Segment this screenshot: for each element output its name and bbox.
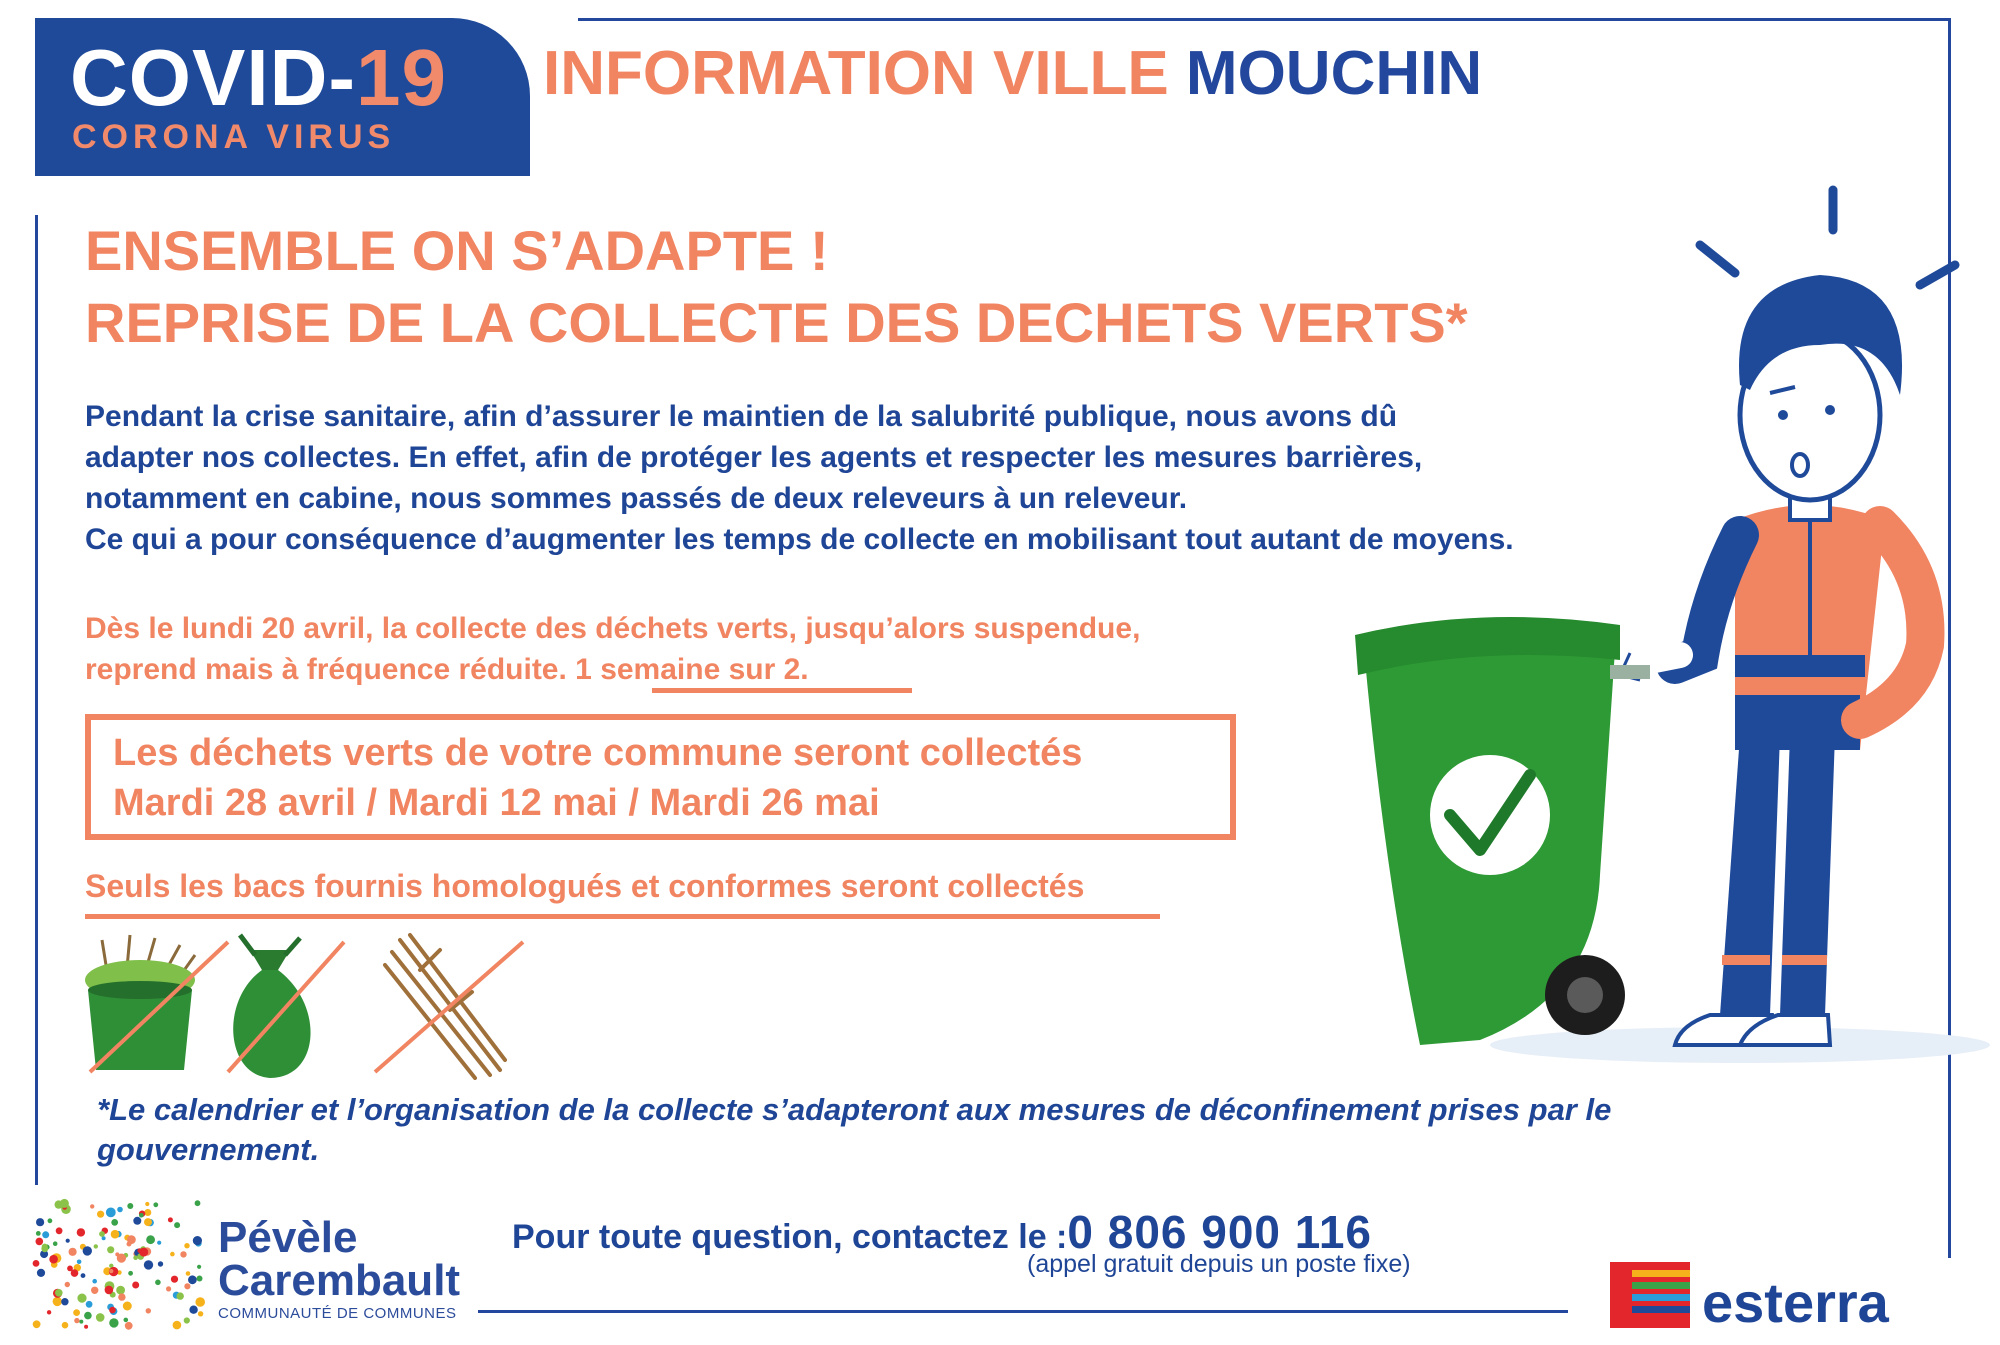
frequency-underline — [652, 688, 912, 693]
worker-illustration — [1340, 175, 2000, 1090]
forbidden-items — [80, 930, 530, 1080]
pevele-logo-line3: COMMUNAUTÉ DE COMMUNES — [218, 1305, 457, 1322]
frame-left-line — [35, 215, 38, 1185]
frame-bottom-line — [478, 1310, 1568, 1313]
footnote-line2: gouvernement. — [97, 1132, 320, 1167]
covid-title: COVID-19 — [70, 33, 447, 122]
pevele-logo-line1: Pévèle — [218, 1213, 358, 1262]
esterra-logo-icon — [1610, 1262, 1700, 1332]
covid-number: 19 — [356, 33, 447, 122]
dates-line2: Mardi 28 avril / Mardi 12 mai / Mardi 26 mai — [113, 782, 880, 824]
covid-subtitle: CORONA VIRUS — [72, 118, 396, 156]
bins-notice: Seuls les bacs fournis homologués et conformes seront collectés — [85, 868, 1085, 904]
intro-line: Ce qui a pour conséquence d’augmenter les temps de collecte en mobilisant tout autant de moyens. — [85, 523, 1514, 556]
alert-lines-icon — [1700, 190, 1955, 285]
frame-top-line — [578, 18, 1950, 21]
collection-dates-text — [113, 728, 1082, 828]
resume-line2: reprend mais à fréquence réduite. 1 semaine sur 2. — [85, 653, 809, 686]
resume-paragraph — [85, 608, 1140, 690]
page-title: INFORMATION VILLE MOUCHIN — [543, 39, 1483, 108]
intro-line: notamment en cabine, nous sommes passés de deux releveurs à un releveur. — [85, 482, 1188, 515]
resume-line1: Dès le lundi 20 avril, la collecte des déchets verts, jusqu’alors suspendue, — [85, 612, 1141, 645]
pevele-logo-icon — [30, 1195, 215, 1335]
headline-line1: ENSEMBLE ON S’ADAPTE ! — [85, 219, 829, 282]
footnote-line1: *Le calendrier et l’organisation de la collecte s’adapteront aux mesures de déconfinement prises par le — [97, 1092, 1612, 1127]
free-call-note: (appel gratuit depuis un poste fixe) — [1027, 1250, 1411, 1278]
phone-number[interactable]: 0 806 900 116 — [1067, 1206, 1373, 1258]
bag-icon — [233, 935, 310, 1078]
intro-line: adapter nos collectes. En effet, afin de protéger les agents et respecter les mesures barrières, — [85, 441, 1423, 474]
intro-line: Pendant la crise sanitaire, afin d’assurer le maintien de la salubrité publique, nous avons dû — [85, 400, 1398, 433]
pot-icon — [85, 935, 195, 1070]
frequency-text: 1 semaine sur 2. — [575, 653, 809, 686]
dates-line1: Les déchets verts de votre commune seront collectés — [113, 732, 1083, 774]
town-name: MOUCHIN — [1185, 39, 1483, 108]
branches-icon — [385, 935, 505, 1078]
footnote — [97, 1090, 1611, 1170]
headline-line2: REPRISE DE LA COLLECTE DES DECHETS VERTS* — [85, 291, 1468, 354]
pevele-logo-line2: Carembault — [218, 1256, 461, 1305]
bins-notice-underline — [85, 914, 1160, 919]
esterra-logo-text: esterra — [1702, 1271, 1889, 1334]
contact-line: Pour toute question, contactez le :0 806 900 116 — [512, 1206, 1373, 1258]
